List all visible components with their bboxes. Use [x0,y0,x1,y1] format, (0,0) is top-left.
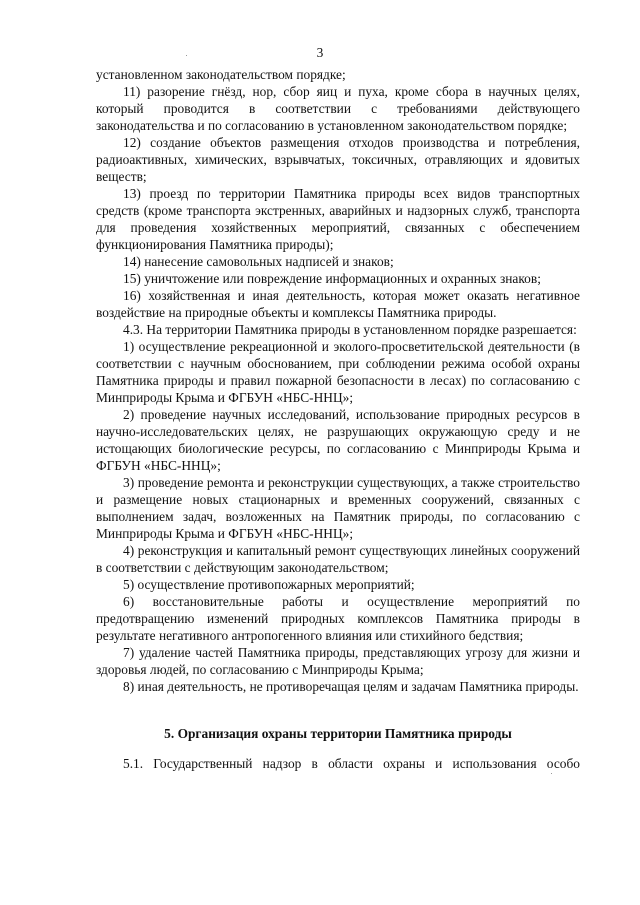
paragraph: 5.1. Государственный надзор в области охраны и использования особо [123,756,580,771]
list-item: 12) создание объектов размещения отходов производства и потребления, радиоактивных, химических, взрывчатых, токсичных, отравляющих и ядовитых веществ; [96,135,580,184]
document-body [96,66,580,772]
list-item: 1) осуществление рекреационной и эколого-просветительской деятельности (в соответствии с научным обоснованием, при соблюдении режима особой охраны Памятника природы и правил пожарной безопасности в лесах) по согласованию с Минприроды Крыма и ФГБУН «НБС-ННЦ»; [96,339,580,405]
list-item: 6) восстановительные работы и осуществление мероприятий по предотвращению изменений природных комплексов Памятника природы в результате негативного антропогенного влияния или стихийного бедствия; [96,594,580,643]
list-item: 2) проведение научных исследований, использование природных ресурсов в научно-исследовательских целях, не разрушающих окружающую среду и не истощающих биологические ресурсы, по согласованию с Минприроды Крыма и ФГБУН «НБС-ННЦ»; [96,407,580,473]
page-number: 3 [316,45,324,60]
list-item: 16) хозяйственная и иная деятельность, которая может оказать негативное воздействие на природные объекты и комплексы Памятника природы. [96,288,580,320]
list-item: 3) проведение ремонта и реконструкции существующих, а также строительство и размещение новых стационарных и временных сооружений, связанных с выполнением задач, возложенных на Памятник природы, по согласованию с Минприроды Крыма и ФГБУН «НБС-ННЦ»; [96,475,580,541]
paragraph: 4.3. На территории Памятника природы в установленном порядке разрешается: [123,322,577,337]
list-item: 14) нанесение самовольных надписей и знаков; [123,254,394,269]
list-item: 15) уничтожение или повреждение информационных и охранных знаков; [123,271,541,286]
paragraph: установленном законодательством порядке; [96,67,346,82]
list-item: 13) проезд по территории Памятника природы всех видов транспортных средств (кроме транспорта экстренных, аварийных и надзорных служб, транспорта для проведения хозяйственных мероприятий, связанных с обеспечением функционирования Памятника природы); [96,186,580,252]
list-item: 4) реконструкция и капитальный ремонт существующих линейных сооружений в соответствии с действующим законодательством; [96,543,580,575]
list-item: 8) иная деятельность, не противоречащая целям и задачам Памятника природы. [123,679,579,694]
scan-speck [551,773,552,774]
scan-speck [186,55,187,56]
list-item: 11) разорение гнёзд, нор, сбор яиц и пуха, кроме сбора в научных целях, который проводится в соответствии с требованиями действующего законодательства и по согласованию в установленном законодательством порядке; [96,84,580,133]
list-item: 5) осуществление противопожарных мероприятий; [123,577,415,592]
section-heading: 5. Организация охраны территории Памятника природы [164,726,512,741]
list-item: 7) удаление частей Памятника природы, представляющих угрозу для жизни и здоровья людей, по согласованию с Минприроды Крыма; [96,645,580,677]
